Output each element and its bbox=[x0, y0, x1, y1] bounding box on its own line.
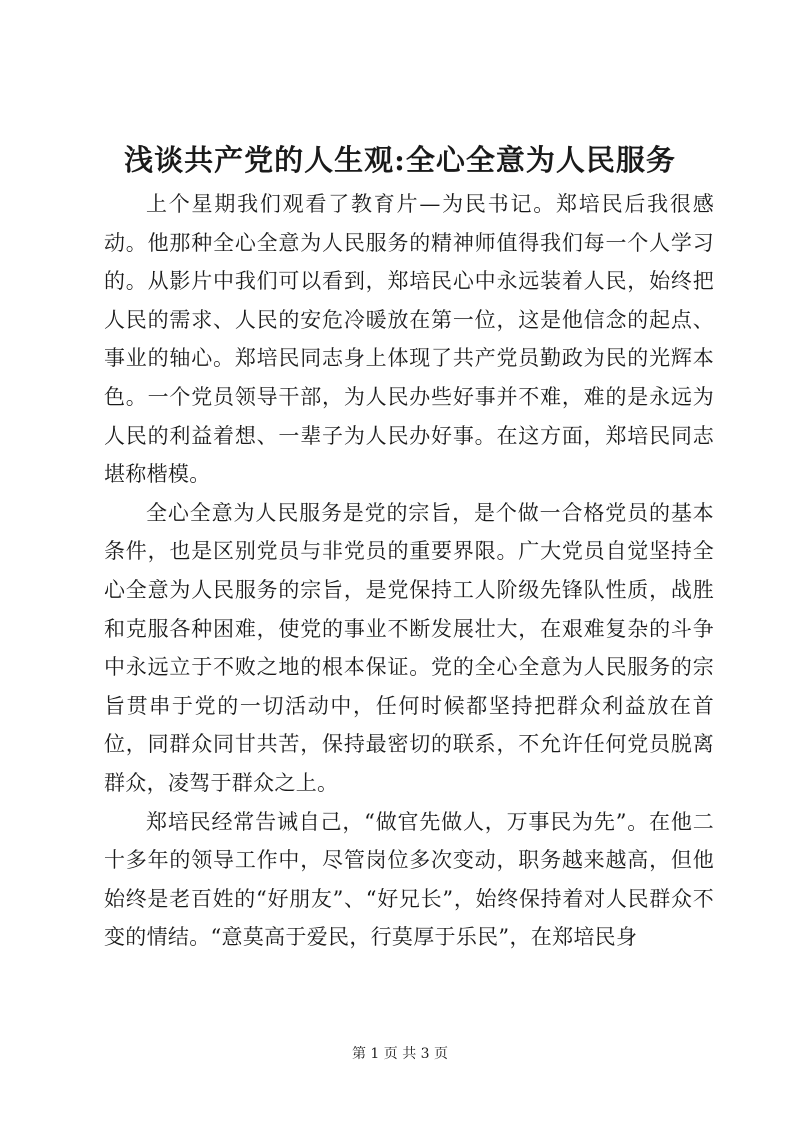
document-title: 浅谈共产党的人生观:全心全意为人民服务 bbox=[124, 143, 676, 177]
paragraph-3: 郑培民经常告诫自己，“做官先做人，万事民为先”。在他二十多年的领导工作中，尽管岗位多次变动，职务越来越高，但他始终是老百姓的“好朋友”、“好兄长”，始终保持着对人民群众不变的情结。“意莫高于爱民，行莫厚于乐民”，在郑培民身 bbox=[104, 809, 714, 950]
document-body bbox=[104, 185, 714, 957]
paragraph-2: 全心全意为人民服务是党的宗旨，是个做一合格党员的基本条件，也是区别党员与非党员的重要界限。广大党员自觉坚持全心全意为人民服务的宗旨，是党保持工人阶级先锋队性质，战胜和克服各种困难，使党的事业不断发展壮大，在艰难复杂的斗争中永远立于不败之地的根本保证。党的全心全意为人民服务的宗旨贯串于党的一切活动中，任何时候都坚持把群众利益放在首位，同群众同甘共苦，保持最密切的联系，不允许任何党员脱离群众，凌驾于群众之上。 bbox=[104, 500, 714, 795]
page-number-footer: 第 1 页 共 3 页 bbox=[351, 1046, 449, 1062]
paragraph-1: 上个星期我们观看了教育片—为民书记。郑培民后我很感动。他那种全心全意为人民服务的精神师值得我们每一个人学习的。从影片中我们可以看到，郑培民心中永远装着人民，始终把人民的需求、人民的安危冷暖放在第一位，这是他信念的起点、事业的轴心。郑培民同志身上体现了共产党员勤政为民的光辉本色。一个党员领导干部，为人民办些好事并不难，难的是永远为人民的利益着想、一辈子为人民办好事。在这方面，郑培民同志堪称楷模。 bbox=[104, 192, 714, 487]
